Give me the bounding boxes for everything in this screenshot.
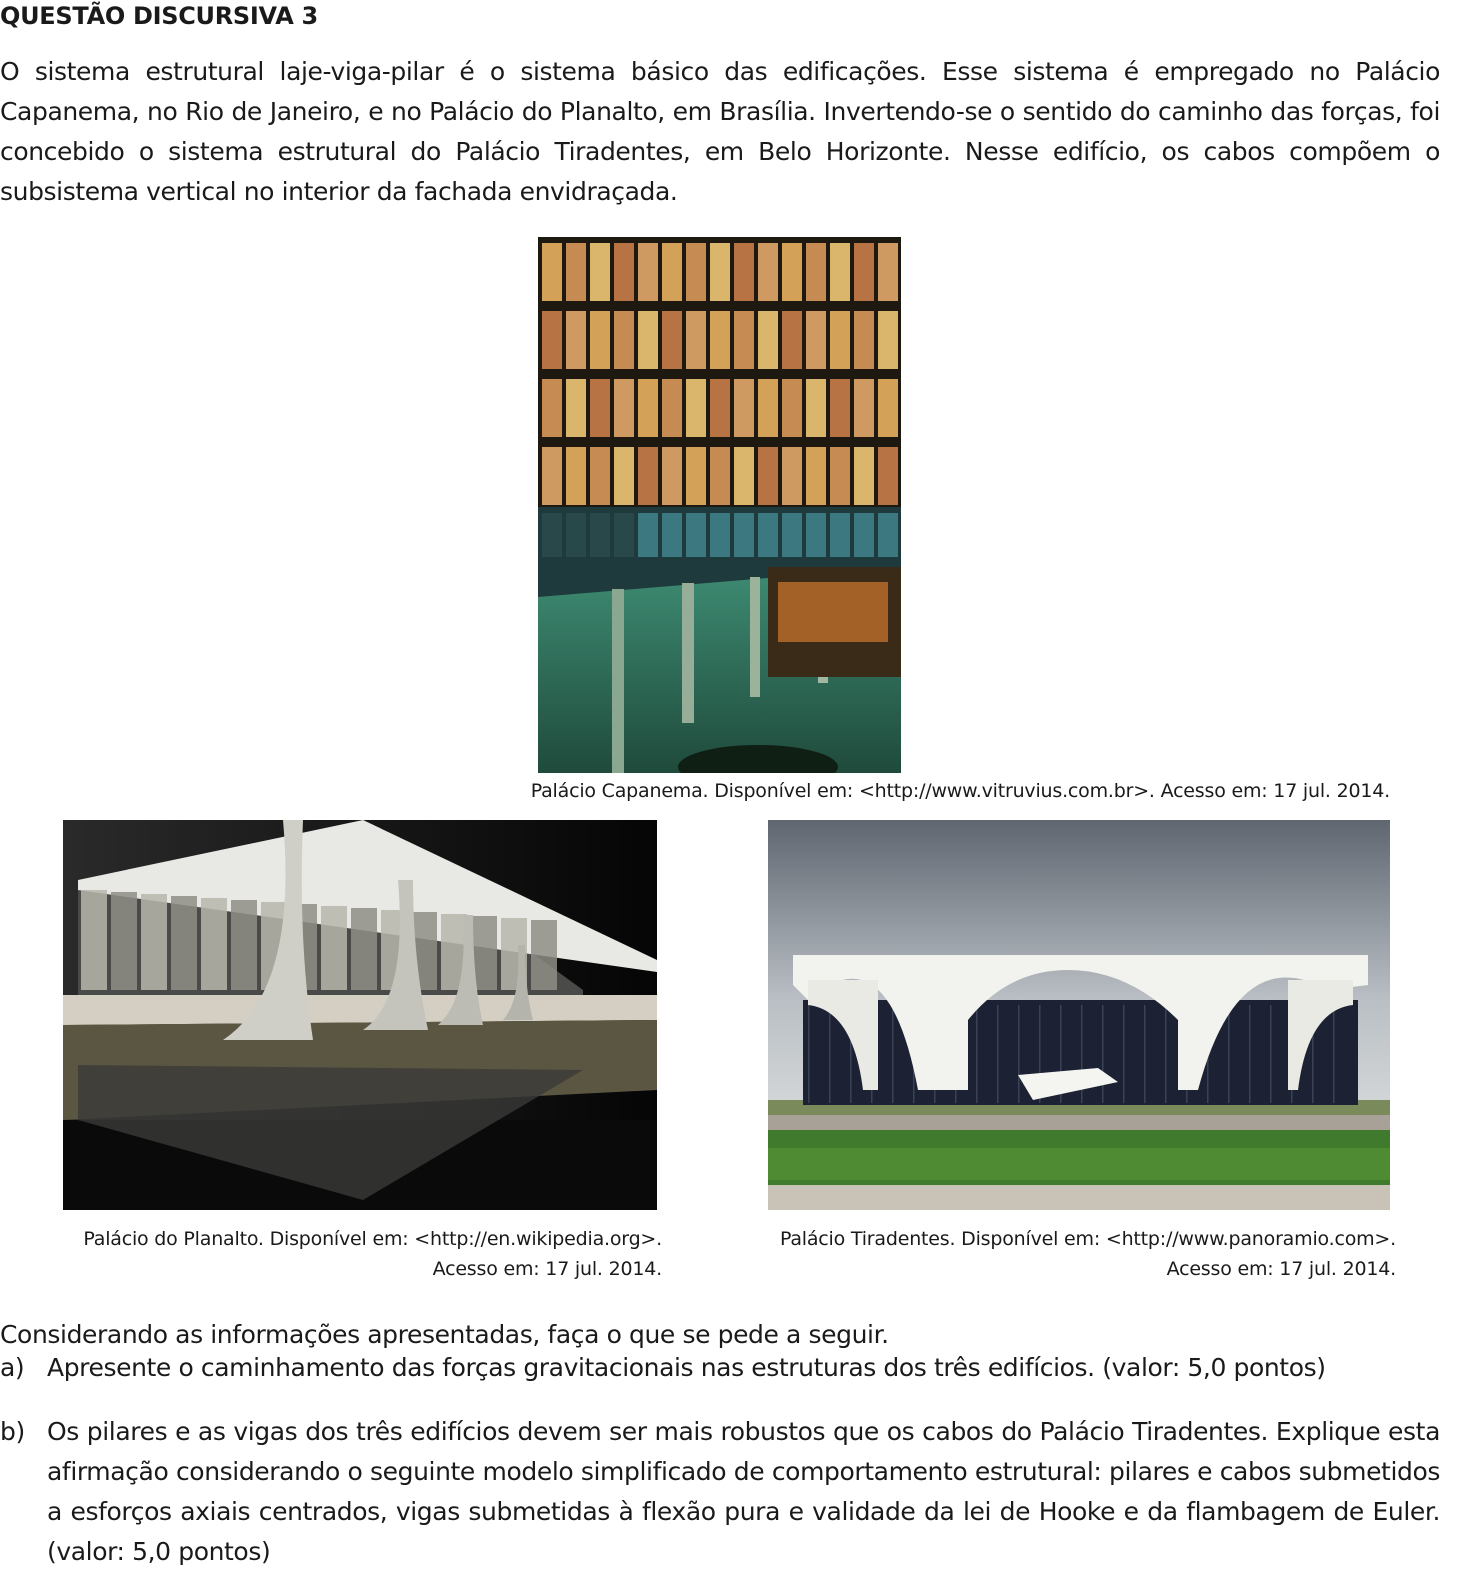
item-text: Apresente o caminhamento das forças gravitacionais nas estruturas dos três edifícios. (valor: 5,0 pontos) bbox=[47, 1353, 1326, 1382]
planalto-caption-line1: Palácio do Planalto. Disponível em: <http://en.wikipedia.org>. bbox=[83, 1228, 662, 1250]
tiradentes-caption-line2: Acesso em: 17 jul. 2014. bbox=[1166, 1258, 1396, 1280]
planalto-caption-line2: Acesso em: 17 jul. 2014. bbox=[432, 1258, 662, 1280]
item-marker: a) bbox=[0, 1353, 25, 1382]
question-intro: O sistema estrutural laje-viga-pilar é o sistema básico das edificações. Esse sistema é empregado no Palácio Capanema, no Rio de Janeiro, e no Palácio do Planalto, em Brasília. Invertendo-se o sentido do caminho das forças, foi concebido o sistema estrutural do Palácio Tiradentes, em Belo Horizonte. Nesse edifício, os cabos compõem o subsistema vertical no interior da fachada envidraçada. bbox=[0, 57, 1440, 206]
tiradentes-photo bbox=[768, 820, 1390, 1210]
capanema-photo bbox=[538, 237, 901, 773]
prompt-lead: Considerando as informações apresentadas, faça o que se pede a seguir. bbox=[0, 1320, 889, 1349]
capanema-caption: Palácio Capanema. Disponível em: <http://www.vitruvius.com.br>. Acesso em: 17 jul. 2014. bbox=[530, 780, 1390, 802]
prompt-item-a bbox=[0, 1348, 1440, 1388]
tiradentes-caption-line1: Palácio Tiradentes. Disponível em: <http://www.panoramio.com>. bbox=[779, 1228, 1396, 1250]
item-text: Os pilares e as vigas dos três edifícios devem ser mais robustos que os cabos do Palácio Tiradentes. Explique esta afirmação considerando o seguinte modelo simplificado de comportamento estrutural: pilares e cabos submetidos a esforços axiais centrados, vigas submetidas à flexão pura e validade da lei de Hooke e da flambagem de Euler. (valor: 5,0 pontos) bbox=[47, 1417, 1440, 1566]
question-title: QUESTÃO DISCURSIVA 3 bbox=[0, 2, 318, 30]
prompt-item-b bbox=[0, 1412, 1440, 1572]
planalto-photo bbox=[63, 820, 657, 1210]
item-marker: b) bbox=[0, 1417, 25, 1446]
